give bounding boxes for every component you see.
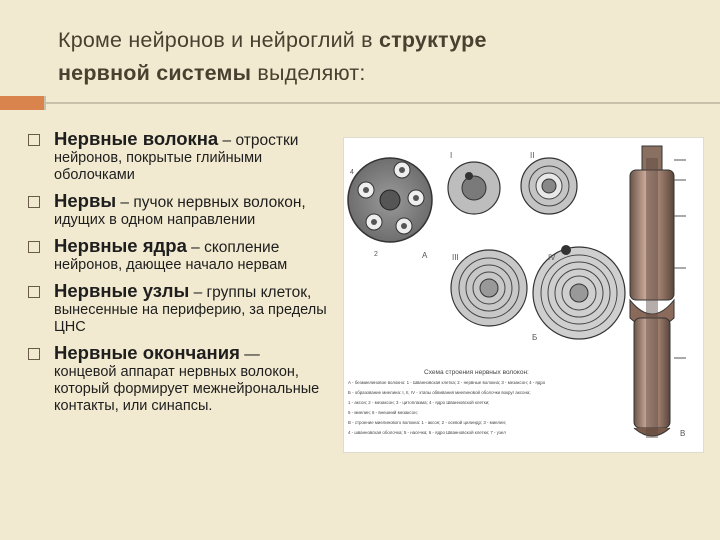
nerve-fiber-illustration — [344, 138, 703, 452]
bullet-checkbox-icon — [28, 286, 40, 298]
bullet-item — [28, 235, 346, 274]
slide-title — [58, 24, 658, 90]
bullet-term: Нервные волокна — [54, 128, 219, 149]
caption-title: Схема строения нервных волокон: — [424, 369, 529, 376]
accent-bar — [0, 96, 44, 110]
title-bold: структуре — [378, 28, 487, 52]
title-text: выделяют: — [251, 61, 366, 85]
caption-line: 5 - миелин; 6 - внешний мезаксон; — [348, 410, 418, 415]
bullet-description: вынесенные на периферию, за пределы ЦНС — [54, 302, 327, 335]
panel-b-stage-1 — [448, 162, 500, 214]
bullet-lead: скопление — [204, 239, 280, 256]
panel-v-myelinated-fiber — [630, 146, 686, 438]
label-roman-iv: IV — [548, 253, 556, 262]
bullet-separator: – — [189, 284, 207, 301]
bullet-item — [28, 342, 346, 415]
bullet-term: Нервы — [54, 190, 117, 211]
bullet-separator: – — [186, 239, 205, 256]
caption-line: 1 - аксон; 2 - мезаксон; 3 - цитоплазма; 4 - ядро Шванновской клетки; — [348, 400, 490, 405]
caption-line: А - безмиелиновое волокно: 1 - Шванновская клетка; 2 - нервные волокна; 3 - мезаксон; 4 - ядро — [348, 380, 546, 385]
bullet-separator: – — [218, 132, 236, 149]
label-roman-ii: II — [530, 151, 535, 160]
bullet-item — [28, 280, 346, 336]
bullet-list — [28, 128, 346, 421]
title-divider-tick — [44, 96, 46, 110]
bullet-checkbox-icon — [28, 134, 40, 146]
bullet-description: концевой аппарат нервных волокон, который формирует межнейрональные контакты, или синапсы. — [54, 364, 320, 414]
nerve-fiber-diagram — [343, 137, 704, 453]
bullet-description: нейронов, покрытые глийными оболочками — [54, 150, 263, 183]
bullet-separator: – — [116, 194, 134, 211]
bullet-term: Нервные ядра — [54, 235, 187, 256]
bullet-lead: пучок нервных волокон, — [133, 194, 306, 211]
bullet-description: идущих в одном направлении — [54, 212, 256, 228]
caption-line: В - строение миелинового волокна: 1 - аксон; 2 - осевой цилиндр; 3 - миелин; — [348, 420, 507, 425]
label-v: В — [680, 429, 686, 438]
bullet-term: Нервные окончания — [54, 342, 240, 363]
panel-b-stage-3 — [451, 250, 527, 326]
bullet-item — [28, 190, 346, 229]
title-divider — [44, 102, 720, 104]
bullet-term: Нервные узлы — [54, 280, 190, 301]
bullet-description: нейронов, дающее начало нервам — [54, 257, 288, 273]
bullet-lead: группы клеток, — [206, 284, 312, 301]
label-roman-i: I — [450, 151, 453, 160]
title-text: Кроме нейронов и нейроглий в — [58, 28, 379, 52]
bullet-checkbox-icon — [28, 241, 40, 253]
panel-b-stage-4 — [533, 245, 625, 339]
title-bold: нервной системы — [58, 61, 252, 85]
bullet-checkbox-icon — [28, 196, 40, 208]
bullet-separator: — — [239, 346, 260, 363]
caption-line: 4 - шванновская оболочка; 5 - насечка; 6 - ядро Шванновской клетки; 7 - узел — [348, 430, 506, 435]
bullet-lead: отростки — [235, 132, 299, 149]
caption-line: Б - образование миелина: I, II, IV - этапы обвивания миелиновой оболочки вокруг аксона; — [348, 390, 531, 395]
bullet-item — [28, 128, 346, 184]
label-b: Б — [532, 333, 538, 342]
svg-text:2: 2 — [374, 251, 378, 258]
svg-text:4: 4 — [350, 169, 354, 176]
bullet-checkbox-icon — [28, 348, 40, 360]
label-a: А — [422, 251, 428, 260]
panel-a-cross-section — [348, 158, 432, 258]
panel-b-stage-2 — [521, 158, 577, 214]
label-roman-iii: III — [452, 253, 459, 262]
